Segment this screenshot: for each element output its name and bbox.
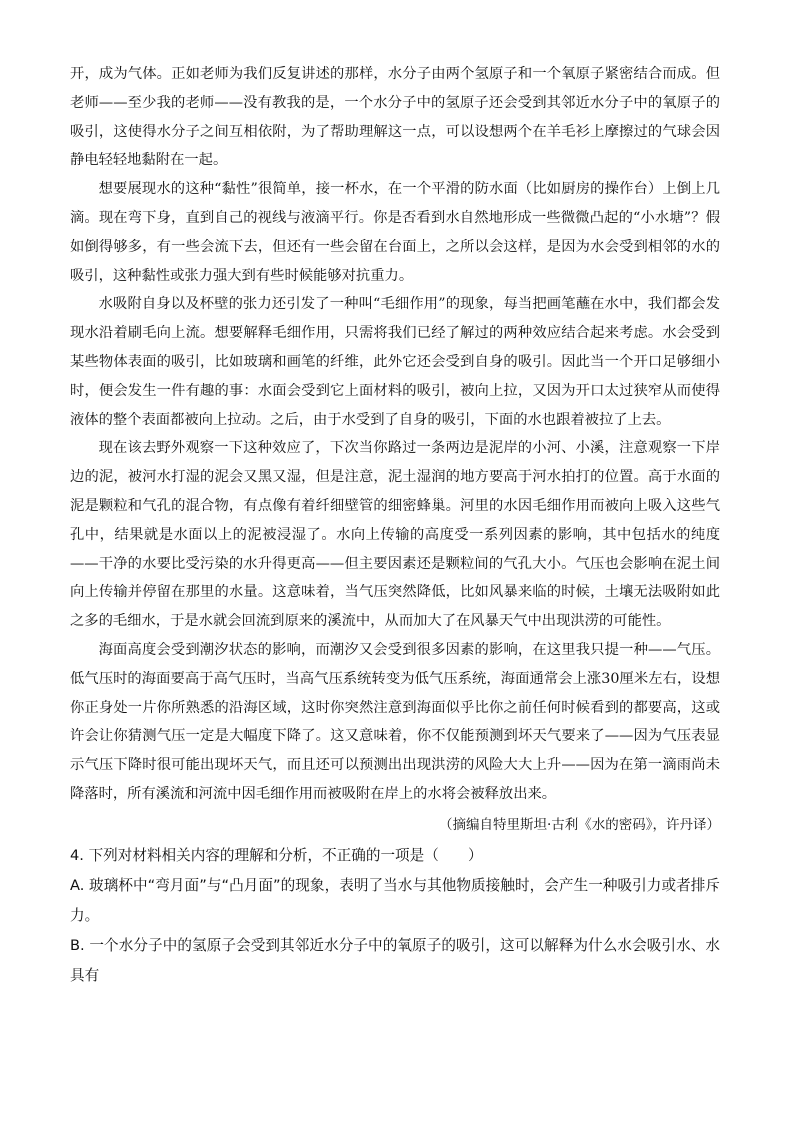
question-option-b: B. 一个水分子中的氢原子会受到其邻近水分子中的氧原子的吸引，这可以解释为什么水会吸引水、水具有	[70, 936, 720, 984]
document-page	[70, 60, 720, 991]
passage-source: （摘编自特里斯坦·古利《水的密码》，许丹译）	[438, 816, 720, 833]
passage-paragraph-1: 开，成为气体。正如老师为我们反复讲述的那样，水分子由两个氢原子和一个氧原子紧密结合而成。但老师——至少我的老师——没有教我的是，一个水分子中的氢原子还会受到其邻近水分子中的氧原子的吸引，这使得水分子之间互相依附，为了帮助理解这一点，可以设想两个在羊毛衫上摩擦过的气球会因静电轻轻地黏附在一起。	[70, 66, 720, 169]
passage-paragraph-5: 海面高度会受到潮汐状态的影响，而潮汐又会受到很多因素的影响，在这里我只提一种——气压。低气压时的海面要高于高气压时，当高气压系统转变为低气压系统，海面通常会上涨30厘米左右，设想你正身处一片你所熟悉的沿海区域，这时你突然注意到海面似乎比你之前任何时候看到的都要高，这或许会让你猜测气压一定是大幅度下降了。这又意味着，你不仅能预测到坏天气要来了——因为气压表显示气压下降时很可能出现坏天气，而且还可以预测出出现洪涝的风险大大上升——因为在第一滴雨尚未降落时，所有溪流和河流中因毛细作用而被吸附在岸上的水将会被释放出来。	[70, 641, 720, 802]
passage-paragraph-3: 水吸附自身以及杯壁的张力还引发了一种叫“毛细作用”的现象，每当把画笔蘸在水中，我们都会发现水沿着刷毛向上流。想要解释毛细作用，只需将我们已经了解过的两种效应结合起来考虑。水会受到某些物体表面的吸引，比如玻璃和画笔的纤维，此外它还会受到自身的吸引。因此当一个开口足够细小时，便会发生一件有趣的事：水面会受到它上面材料的吸引，被向上拉，又因为开口太过狭窄从而使得液体的整个表面都被向上拉动。之后，由于水受到了自身的吸引，下面的水也跟着被拉了上去。	[70, 296, 720, 428]
passage-paragraph-4: 现在该去野外观察一下这种效应了，下次当你路过一条两边是泥岸的小河、小溪，注意观察一下岸边的泥，被河水打湿的泥会又黑又湿，但是注意，泥土湿润的地方要高于河水拍打的位置。高于水面的泥是颗粒和气孔的混合物，有点像有着纤细壁管的细密蜂巢。河里的水因毛细作用而被向上吸入这些气孔中，结果就是水面以上的泥被浸湿了。水向上传输的高度受一系列因素的影响，其中包括水的纯度——干净的水要比受污染的水升得更高——但主要因素还是颗粒间的气孔大小。气压也会影响在泥土间向上传输并停留在那里的水量。这意味着，当气压突然降低，比如风暴来临的时候，土壤无法吸附如此之多的毛细水，于是水就会回流到原来的溪流中，从而加大了在风暴天气中出现洪涝的可能性。	[70, 440, 720, 630]
passage-paragraph-2: 想要展现水的这种“黏性”很简单，接一杯水，在一个平滑的防水面（比如厨房的操作台）上倒上几滴。现在弯下身，直到自己的视线与液滴平行。你是否看到水自然地形成一些微微凸起的“小水塘”？假如倒得够多，有一些会流下去，但还有一些会留在台面上，之所以会这样，是因为水会受到相邻的水的吸引，这种黏性或张力强大到有些时候能够对抗重力。	[70, 181, 720, 284]
question-option-a: A. 玻璃杯中“弯月面”与“凸月面”的现象，表明了当水与其他物质接触时，会产生一种吸引力或者排斥力。	[70, 876, 720, 924]
question-stem: 4. 下列对材料相关内容的理解和分析，不正确的一项是（ ）	[70, 846, 483, 864]
